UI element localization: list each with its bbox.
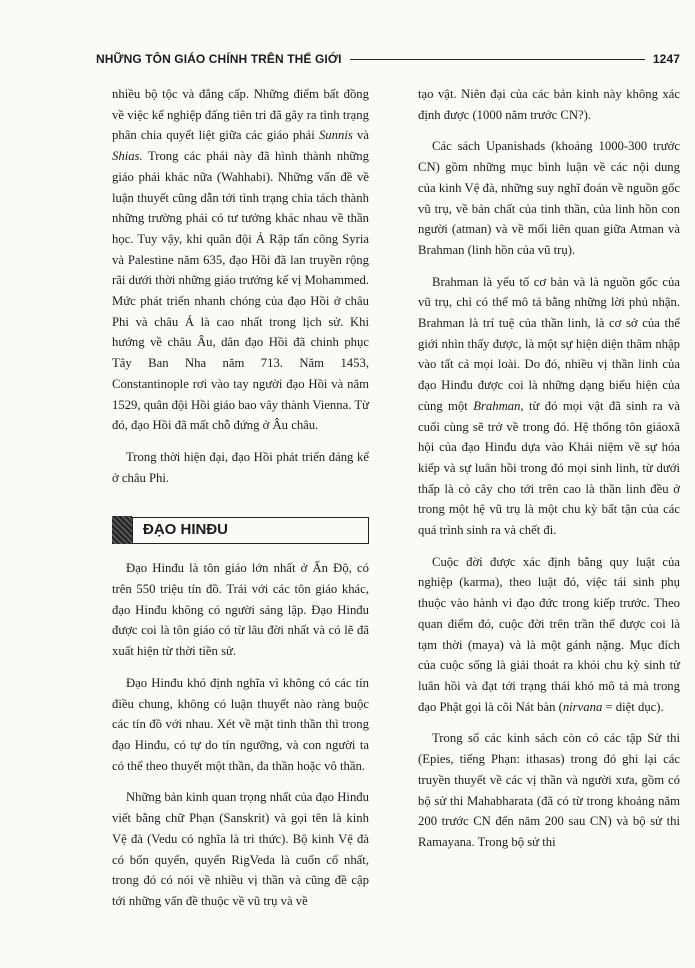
- text-run: Cuộc đời được xác định bằng quy luật của nghiệp (karma), theo luật đó, việc tái sinh phụ thuộc vào hành vi đạo đức trong kiếp trước. Theo quan điểm đó, cuộc đời trên trần thế được coi là tạm thời (maya) và là một gánh nặng. Mục đích của cuộc sống là giải thoát ra khỏi chu kỳ sinh tử luân hồi và đạt tới trạng thái khó mô tả mà trong đạo Phật gọi là cõi Nát bàn (: [418, 554, 680, 714]
- italic-term: Brahman,: [473, 398, 524, 413]
- text-run: Brahman là yếu tố cơ bản và là nguồn gốc của vũ trụ, chỉ có thể mô tả bằng những lời phủ nhận. Brahman là trí tuệ của thần linh, là cơ sở của thế giới nhìn thấy được, là một sự hiện diện thâm nhập vào tất cả mọi loài. Do đó, nhiều vị thần linh của đạo Hinđu được coi là những dạng biểu hiện của cùng một: [418, 274, 680, 413]
- text-run: từ đó mọi vật đã sinh ra và cuối cùng sẽ trở về trong đó. Hệ thống tôn giáoxã hội của đạo Hinđu dựa vào Khái niệm về sự hóa kiếp và sự luân hồi trong đó mọi sinh linh, từ dưới thấp là cỏ cây cho tới trên cao là thần linh đều ở trong một hệ vũ trụ là một chu kỳ bất tận của các quá trình sinh ra và chết đi.: [418, 398, 680, 538]
- section-title: ĐẠO HINĐU: [132, 517, 369, 544]
- section-heading: [112, 516, 369, 544]
- paragraph: Trong thời hiện đại, đạo Hồi phát triển đáng kể ở châu Phi.: [112, 449, 369, 485]
- left-column: [112, 84, 369, 923]
- text-run: = diệt dục).: [602, 699, 664, 714]
- paragraph: [418, 552, 680, 718]
- section-marker-icon: [112, 516, 132, 544]
- paragraph: Những bản kinh quan trọng nhất của đạo Hinđu viết bằng chữ Phạn (Sanskrit) và gọi tên là kinh Vệ đà (Vedu có nghĩa là tri thức). Bộ kinh Vệ đà có bốn quyển, quyển RigVeda là cuốn cổ nhất, trong đó có nói về nhiều vị thần và cũng đề cập tới những vấn đề thuộc về vũ trụ và về: [112, 790, 369, 908]
- paragraph: [112, 84, 369, 436]
- text-run: nhiều bộ tộc và đẳng cấp. Những điểm bất đồng về việc kế nghiệp đấng tiên tri đã gây ra tình trạng phân chia quyết liệt giữa các giáo phái: [112, 87, 369, 143]
- page-number: 1247: [652, 52, 680, 66]
- paragraph: Các sách Upanishads (khoảng 1000-300 trước CN) gồm những mục bình luận về các nội dung của kinh Vệ đà, những suy nghĩ đoán về nguồn gốc vũ trụ, về bản chất của tinh thần, của linh hồn con người (atman) và về mối liên quan giữa Atman và Brahman (linh hồn của vũ trụ).: [418, 139, 680, 257]
- italic-term: Shias.: [112, 149, 143, 164]
- paragraph: Đạo Hinđu là tôn giáo lớn nhất ở Ấn Độ, có trên 550 triệu tín đồ. Trái với các tôn giáo khác, đạo Hinđu không có người sáng lập. Đạo Hinđu được coi là tôn giáo có từ lâu đời nhất và có lẽ đã xuất hiện từ thời tiền sử.: [112, 561, 369, 659]
- paragraph: [418, 272, 680, 541]
- text-run: Trong các phái này đã hình thành những giáo phái khác nữa (Wahhabi). Những vấn đề về luận thuyết cũng dẫn tới tình trạng chia tách thành những trường phái có tư tưởng khác nhau về thần học. Tuy vậy, khi quân đội Ả Rập tấn công Syria và Palestine năm 635, đạo Hồi đã lan truyền rộng rãi dưới thời những giáo trưởng kế vị Mohammed. Mức phát triển nhanh chóng của đạo Hồi ở châu Phi và châu Á là cao nhất trong lịch sử. Khi hướng về châu Âu, dân đạo Hồi đã chinh phục Tây Ban Nha năm 713. Năm 1453, Constantinople rơi vào tay người đạo Hồi và năm 1529, quân đội Hồi giáo bao vây thành Vienna. Từ đó, đạo Hồi đã mất chỗ đứng ở Âu châu.: [112, 149, 369, 433]
- italic-term: Sunnis: [318, 128, 353, 143]
- paragraph: Đạo Hinđu khó định nghĩa vì không có các tín điều chung, không có luận thuyết nào ràng buộc các tín đồ với nhau. Xét về mặt tinh thần thì trong đạo Hinđu, có tự do tín ngưỡng, và con người ta có thể theo thuyết một thần, đa thần hoặc vô thần.: [112, 675, 369, 773]
- text-run: và: [352, 128, 369, 143]
- running-title: NHỮNG TÔN GIÁO CHÍNH TRÊN THẾ GIỚI: [96, 52, 342, 66]
- right-column: [418, 84, 680, 864]
- page-header: [96, 48, 680, 70]
- italic-term: nirvana: [562, 699, 603, 714]
- header-rule: [350, 59, 645, 60]
- paragraph: tạo vật. Niên đại của các bản kinh này không xác định được (1000 năm trước CN?).: [418, 87, 680, 122]
- paragraph: Trong số các kinh sách còn có các tập Sử thi (Epies, tiếng Phạn: ithasas) trong đó ghi lại các truyền thuyết về các vị thần và người xưa, gồm có bộ sử thi Mahabharata (đã có từ trong khoảng năm 200 trước CN đến năm 200 sau CN) và bộ sử thi Ramayana. Trong bộ sử thi: [418, 731, 680, 849]
